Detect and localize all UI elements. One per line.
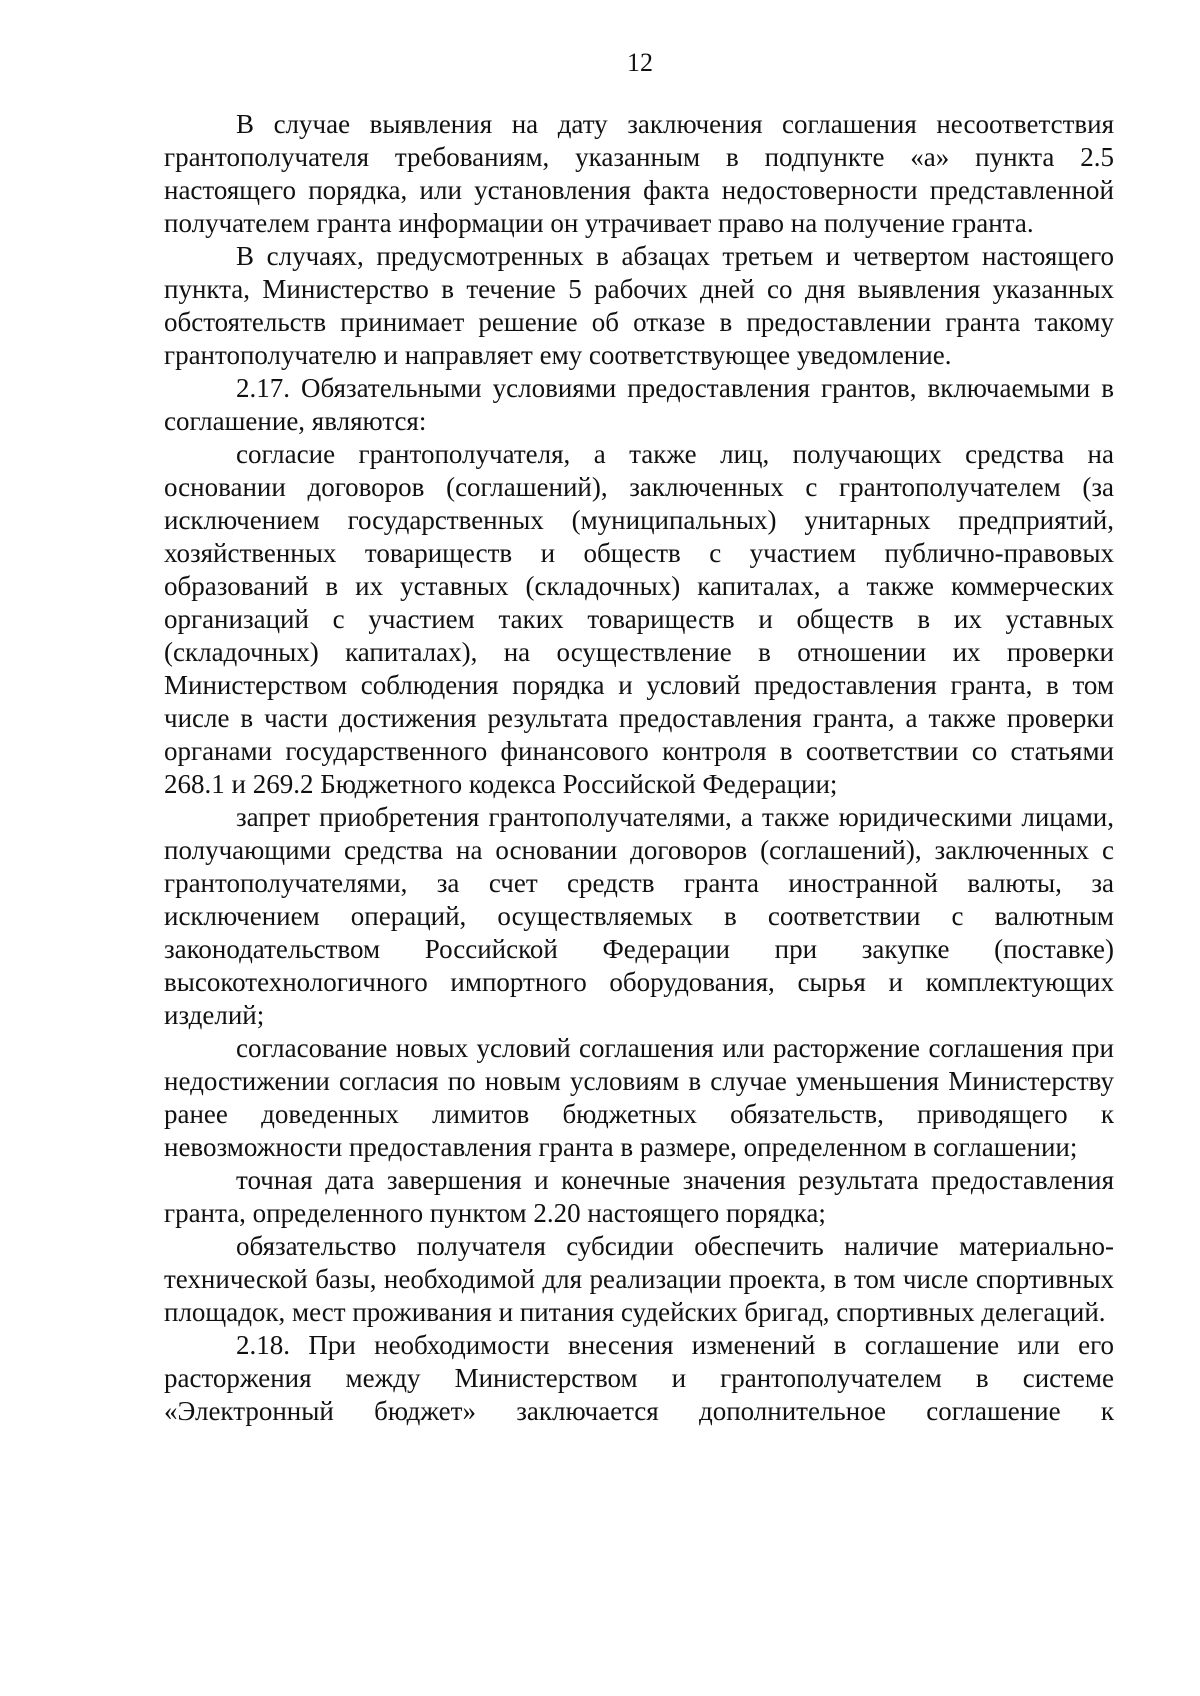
paragraph-section-2-18: 2.18. При необходимости внесения изменений в соглашение или его расторжения между Министерством и грантополучателем в системе «Электронный бюджет» заключается дополнительное соглашение к xyxy=(164,1330,1114,1426)
paragraph-foreign-currency-ban: запрет приобретения грантополучателями, а также юридическими лицами, получающими средства на основании договоров (соглашений), заключенных с грантополучателями, за счет средств гранта иностранной валюты, за исключением операций, осуществляемых в соответствии с валютным законодательством Российской Федерации при закупке (поставке) высокотехнологичного импортного оборудования, сырья и комплектующих изделий; xyxy=(164,802,1114,1030)
document-body xyxy=(164,108,1114,1428)
page-number: 12 xyxy=(627,48,653,77)
paragraph-grant-refusal-notice: В случаях, предусмотренных в абзацах третьем и четвертом настоящего пункта, Министерство в течение 5 рабочих дней со дня выявления указанных обстоятельств принимает решение об отказе в предоставлении гранта такому грантополучателю и направляет ему соответствующее уведомление. xyxy=(164,241,1114,370)
paragraph-inspection-consent: согласие грантополучателя, а также лиц, получающих средства на основании договоров (соглашений), заключенных с грантополучателем (за исключением государственных (муниципальных) унитарных предприятий, хозяйственных товариществ и обществ с участием публично-правовых образований в их уставных (складочных) капиталах, а также коммерческих организаций с участием таких товариществ и обществ в их уставных (складочных) капиталах), на осуществление в отношении их проверки Министерством соблюдения порядка и условий предоставления гранта, в том числе в части достижения результата предоставления гранта, а также проверки органами государственного финансового контроля в соответствии со статьями 268.1 и 269.2 Бюджетного кодекса Российской Федерации; xyxy=(164,439,1114,799)
paragraph-agreement-revision: согласование новых условий соглашения или расторжение соглашения при недостижении согласия по новым условиям в случае уменьшения Министерству ранее доведенных лимитов бюджетных обязательств, приводящего к невозможности предоставления гранта в размере, определенном в соглашении; xyxy=(164,1033,1114,1162)
paragraph-grant-ineligibility: В случае выявления на дату заключения соглашения несоответствия грантополучателя требованиям, указанным в подпункте «а» пункта 2.5 настоящего порядка, или установления факта недостоверности представленной получателем гранта информации он утрачивает право на получение гранта. xyxy=(164,109,1114,238)
paragraph-material-base-obligation: обязательство получателя субсидии обеспечить наличие материально-технической базы, необходимой для реализации проекта, в том числе спортивных площадок, мест проживания и питания судейских бригад, спортивных делегаций. xyxy=(164,1231,1114,1327)
paragraph-section-2-17: 2.17. Обязательными условиями предоставления грантов, включаемыми в соглашение, являются: xyxy=(164,373,1114,436)
paragraph-completion-date: точная дата завершения и конечные значения результата предоставления гранта, определенного пунктом 2.20 настоящего порядка; xyxy=(164,1165,1114,1228)
